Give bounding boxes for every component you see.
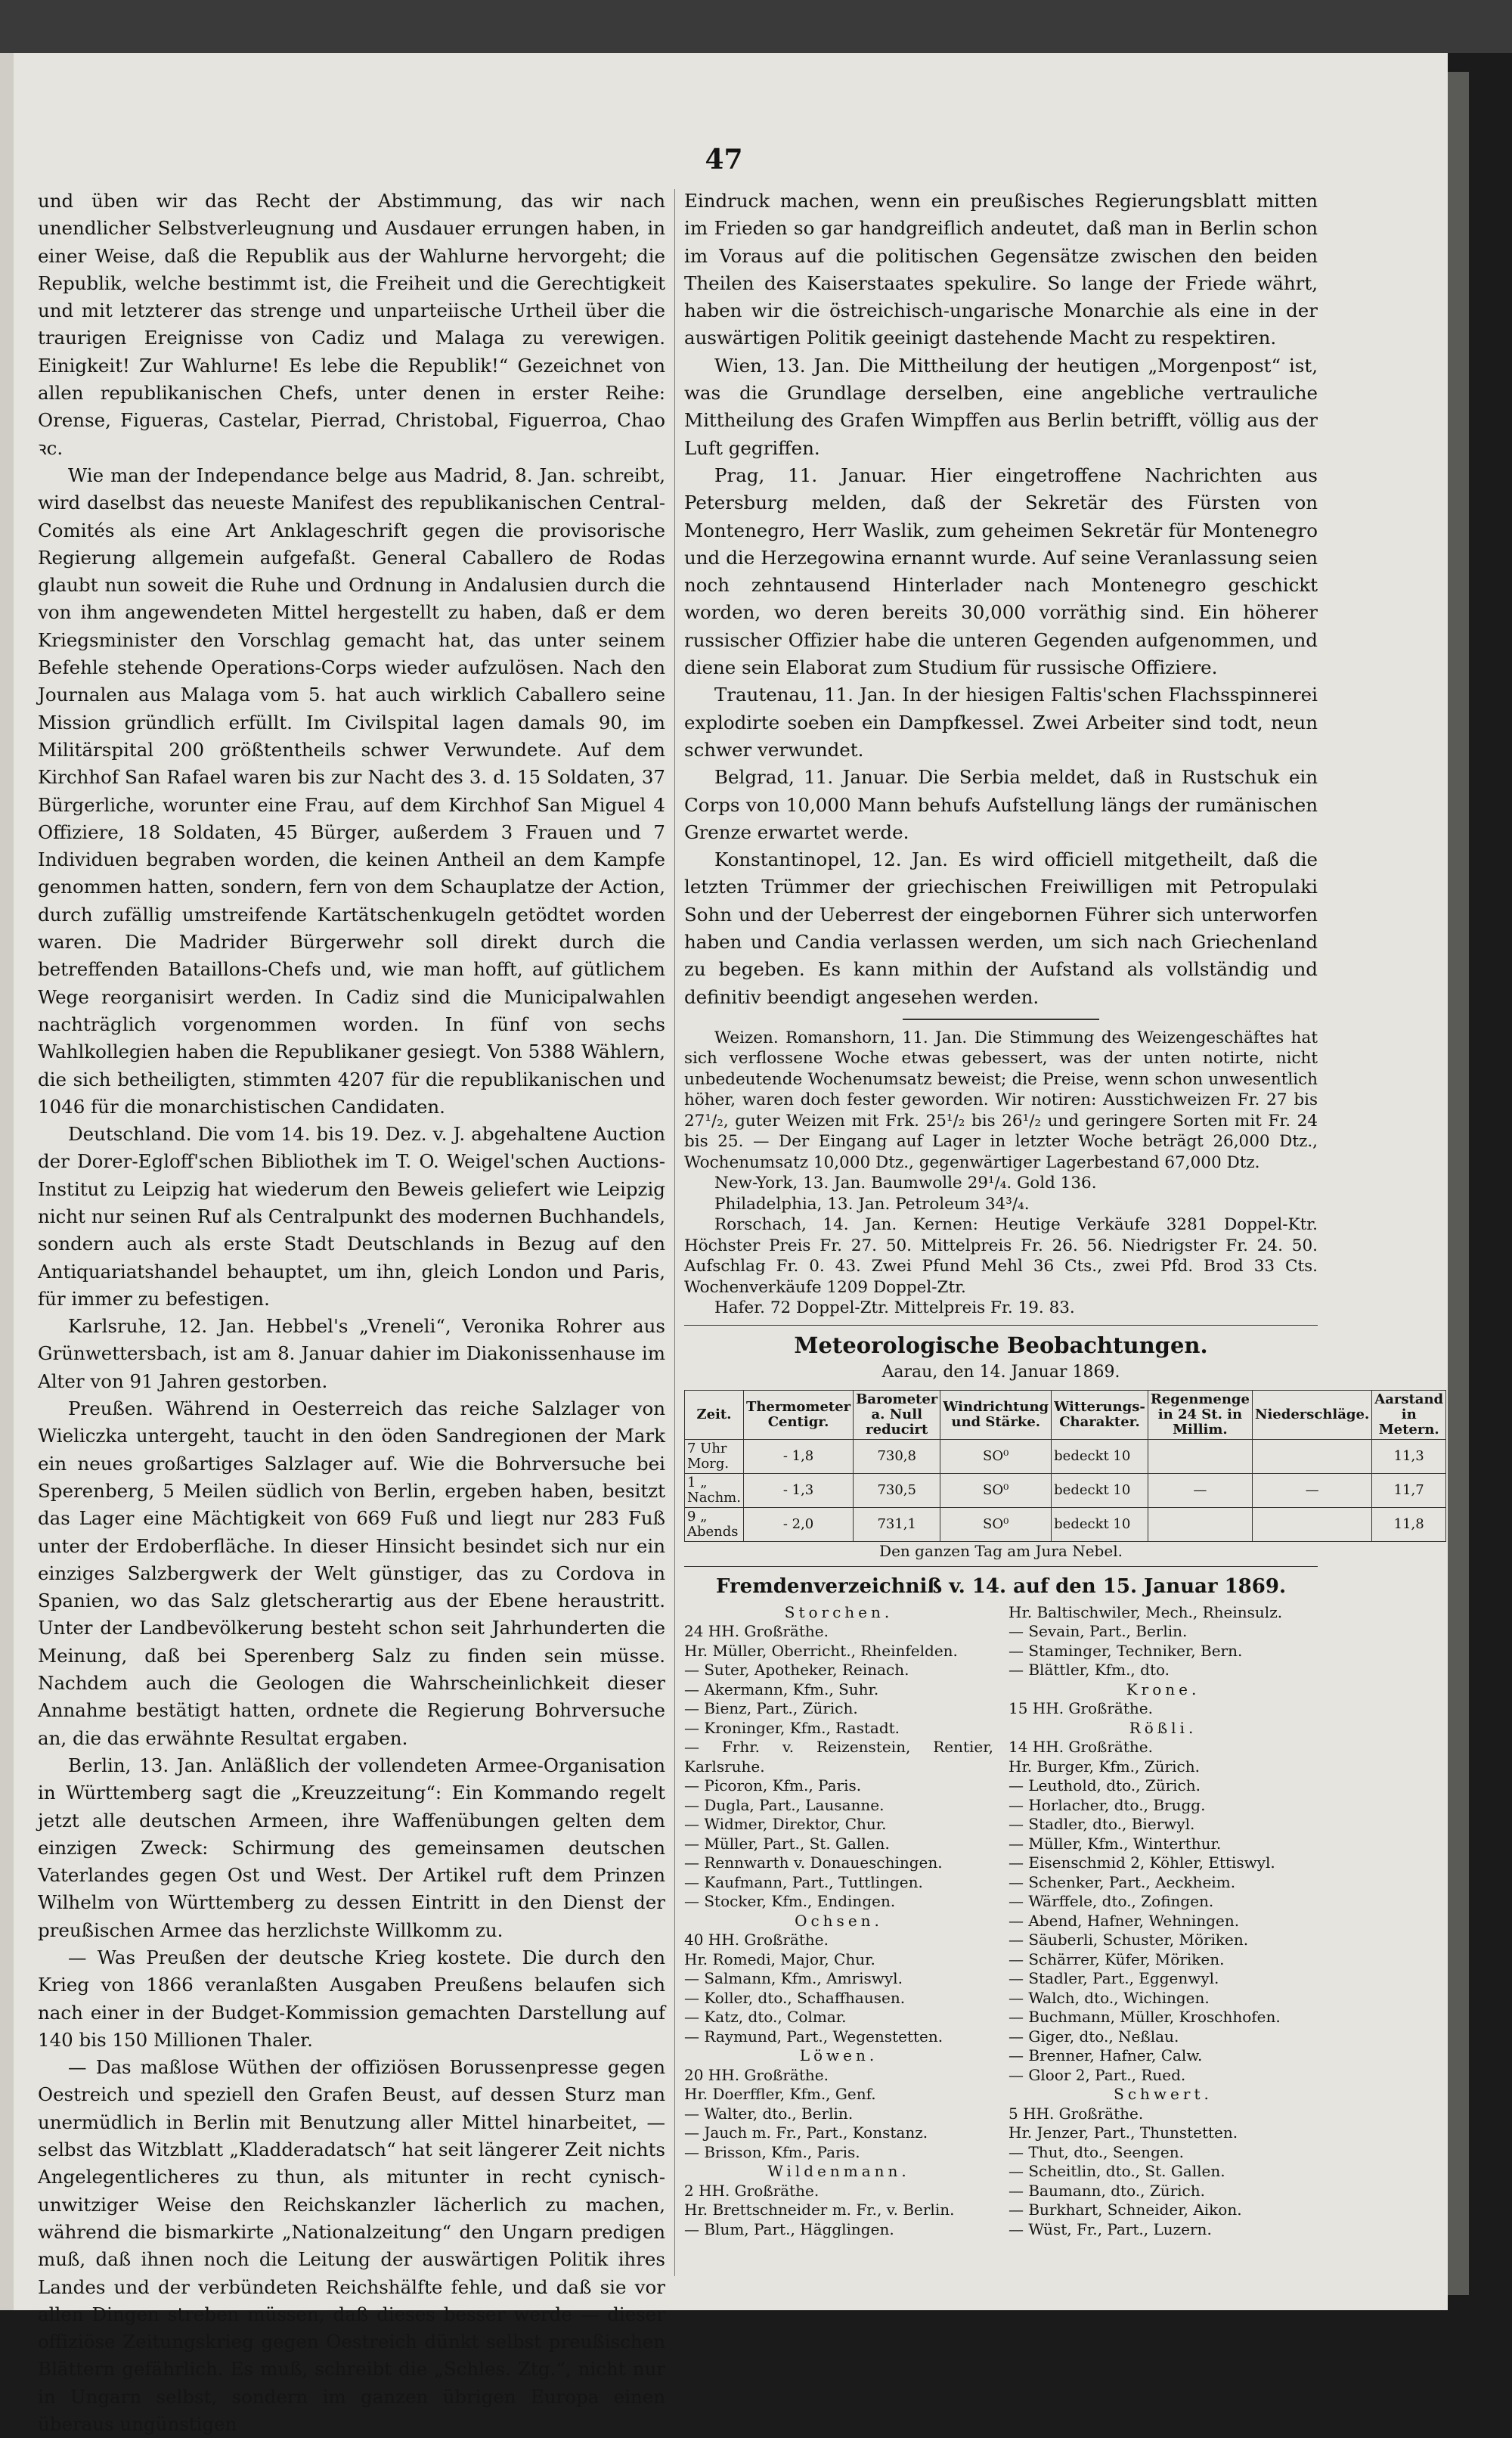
weather-cell: 11,3 [1372,1439,1446,1473]
guest-entry: — Akermann, Kfm., Suhr. [684,1680,879,1698]
weather-cell: 730,8 [854,1439,940,1473]
weather-header: Barometer a. Null reducirt [854,1390,940,1439]
guest-entry: — Walter, dto., Berlin. [684,2104,854,2123]
guest-entry: — Suter, Apotheker, Reinach. [684,1661,909,1680]
weather-cell: bedeckt 10 [1052,1507,1148,1541]
weather-cell: 11,7 [1372,1473,1446,1507]
guest-entry: — Staminger, Techniker, Bern. [1009,1641,1243,1660]
weather-header: Zeit. [685,1390,744,1439]
market-report [684,1028,1318,1319]
left-column [38,188,665,2438]
guest-entry: — Picoron, Kfm., Paris. [684,1776,862,1795]
weather-cell: - 1,3 [743,1473,853,1507]
guest-entry: — Katz, dto., Colmar. [684,2008,847,2027]
guest-entry: 15 HH. Großräthe. [1009,1699,1153,1718]
guest-entry: — Eisenschmid 2, Köhler, Ettiswyl. [1009,1853,1275,1872]
guest-list-column-right [1009,1603,1318,2240]
guest-entry: — Giger, dto., Neßlau. [1009,2027,1179,2046]
weather-cell [1252,1507,1371,1541]
guest-entry: — Schärrer, Küfer, Möriken. [1009,1949,1225,1968]
guest-entry: — Brisson, Kfm., Paris. [684,2142,860,2161]
weather-cell [1148,1439,1252,1473]
weather-cell: 1 „ Nachm. [685,1473,744,1507]
guest-entry: — Leuthold, dto., Zürich. [1009,1776,1201,1795]
hotel-name: Löwen. [799,2046,878,2065]
hotel-name: Wildenmann. [767,2162,910,2181]
article-paragraph: Berlin, 13. Jan. Anläßlich der vollendeten Armee-Organisation in Württemberg sagt die „Kreuzzeitung“: Ein Kommando regelt jetzt alle deutschen Armeen, ihre Waffenübungen gelten dem einzigen Zweck: Schirmung des gemeinsamen deutschen Vaterlandes gegen Ost und West. Der Artikel ruft dem Prinzen Wilhelm von Württemberg zu dessen Eintritt in den Dienst der preußischen Armee das herzlichste Willkomm zu. [38,1754,665,1941]
weather-cell: — [1148,1473,1252,1507]
guest-entry: — Gloor 2, Part., Rued. [1009,2065,1186,2084]
guest-entry: Hr. Doerffler, Kfm., Genf. [684,2085,876,2104]
weather-cell [1252,1439,1371,1473]
table-row [685,1507,1446,1541]
guest-entry: — Säuberli, Schuster, Möriken. [1009,1931,1249,1949]
weather-cell: - 1,8 [743,1439,853,1473]
weather-cell: 7 Uhr Morg. [685,1439,744,1473]
guest-entry: — Burkhart, Schneider, Aikon. [1009,2201,1242,2219]
market-paragraph: New-York, 13. Jan. Baumwolle 29¹/₄. Gold 136. [714,1174,1097,1193]
guest-entry: — Rennwarth v. Donaueschingen. [684,1853,943,1872]
section-divider [903,1019,1099,1020]
guest-entry: — Raymund, Part., Wegenstetten. [684,2027,943,2046]
weather-cell [1148,1507,1252,1541]
page-edge-shadow [1448,72,1469,2295]
guest-entry: — Scheitlin, dto., St. Gallen. [1009,2162,1225,2181]
article-paragraph: Prag, 11. Januar. Hier eingetroffene Nachrichten aus Petersburg melden, daß der Sekretär des Fürsten von Montenegro, Herr Waslik, zum geheimen Sekretär für Montenegro und die Herzegowina ernannt wurde. Auf seine Veranlassung seien noch zehntausend Hinterlader nach Montenegro geschickt worden, wo deren bereits 30,000 vorräthig sind. Ein höherer russischer Offizier habe die unteren Gegenden aufgenommen, und diene sein Elaborat zum Studium für russische Offiziere. [684,464,1318,679]
guest-list-title: Fremdenverzeichniß v. 14. auf den 15. Januar 1869. [715,1574,1287,1598]
weather-cell: — [1252,1473,1371,1507]
guest-entry: 20 HH. Großräthe. [684,2065,829,2084]
guest-entry: — Dugla, Part., Lausanne. [684,1795,885,1814]
article-paragraph: Deutschland. Die vom 14. bis 19. Dez. v. J. abgehaltene Auction der Dorer-Egloff'schen Bibliothek im T. O. Weigel'schen Auctions-Institut zu Leipzig hat wiederum den Beweis geliefert wie Leipzig nicht nur seinen Ruf als Centralpunkt des modernen Buchhandels, sondern auch als erste Stadt Deutschlands in Bezug auf den Antiquariatshandel behauptet, um ihn, gleich London und Paris, für immer zu befestigen. [38,1123,665,1310]
article-paragraph: — Was Preußen der deutsche Krieg kostete. Die durch den Krieg von 1866 veranlaßten Ausgaben Preußens belaufen sich nach einer in der Budget-Kommission gemachten Darstellung auf 140 bis 150 Millionen Thaler. [38,1946,665,2051]
newspaper-page [0,53,1448,2436]
article-paragraph: Eindruck machen, wenn ein preußisches Regierungsblatt mitten im Frieden so gar handgreiflich andeutet, daß man in Berlin schon im Voraus auf die politischen Gegensätze zwischen den beiden Theilen des Kaiserstaates spekulire. So lange der Friede währt, haben wir die östreichisch-ungarische Monarchie als eine in der auswärtigen Politik geeinigt dastehende Macht zu respektiren. [684,190,1318,349]
guest-entry: — Thut, dto., Seengen. [1009,2142,1184,2161]
weather-header: Regenmenge in 24 St. in Millim. [1148,1390,1252,1439]
article-paragraph: Belgrad, 11. Januar. Die Serbia meldet, daß in Rustschuk ein Corps von 10,000 Mann behufs Aufstellung längs der rumänischen Grenze erwartet werde. [684,766,1318,843]
guest-entry: 2 HH. Großräthe. [684,2181,820,2200]
weather-cell: 9 „ Abends [685,1507,744,1541]
table-row [685,1439,1446,1473]
guest-entry: Hr. Burger, Kfm., Zürich. [1009,1757,1200,1776]
weather-header: Aarstand in Metern. [1372,1390,1446,1439]
table-row [685,1473,1446,1507]
guest-entry: — Sevain, Part., Berlin. [1009,1622,1188,1641]
guest-entry: — Blättler, Kfm., dto. [1009,1661,1170,1680]
weather-cell: - 2,0 [743,1507,853,1541]
right-column [684,188,1444,2239]
guest-entry: — Baumann, dto., Zürich. [1009,2181,1205,2200]
weather-cell: 731,1 [854,1507,940,1541]
hotel-name: Schwert. [1114,2085,1213,2104]
weather-header: Witterungs-Charakter. [1052,1390,1148,1439]
market-paragraph: Hafer. 72 Doppel-Ztr. Mittelpreis Fr. 19. 83. [714,1298,1075,1318]
guest-entry: — Wüst, Fr., Part., Luzern. [1009,2219,1212,2238]
guest-entry: — Frhr. v. Reizenstein, Rentier, Karlsruhe. [684,1738,993,1776]
hotel-name: Storchen. [784,1602,894,1621]
article-paragraph: Preußen. Während in Oesterreich das reiche Salzlager von Wieliczka untergeht, taucht in den öden Sandregionen der Mark ein neues großartiges Salzlager auf. Wie die Bohrversuche bei Sperenberg, 5 Meilen südlich von Berlin, ergeben haben, besitzt das Lager eine Mächtigkeit von 669 Fuß und liegt nur 283 Fuß unter der Erdoberfläche. In dieser Hinsicht besindet sich nur ein einziges Salzbergwerk der Welt günstiger, das zu Cordova in Spanien, wo das Salz gletscherartig aus der Ebene heraustritt. Unter der Landbevölkerung besteht schon seit Jahrhunderten die Meinung, daß bei Sperenberg Salz zu finden sein müsse. Nachdem auch die Geologen die Wahrscheinlichkeit dieser Annahme bestätigt hatten, ordnete die Regierung Bohrversuche an, die das erwähnte Resultat ergaben. [38,1397,665,1749]
guest-entry: — Stocker, Kfm., Endingen. [684,1892,896,1911]
article-paragraph: und üben wir das Recht der Abstimmung, das wir nach unendlicher Selbstverleugnung und Ausdauer errungen haben, in einer Weise, daß die Republik aus der Wahlurne hervorgeht; die Republik, welche bestimmt ist, die Freiheit und die Gerechtigkeit und mit letzterer das strenge und unparteiische Urtheil über die traurigen Ereignisse von Cadiz und Malaga zu verewigen. Einigkeit! Zur Wahlurne! Es lebe die Republik!“ Gezeichnet von allen republikanischen Chefs, unter denen in erster Reihe: Orense, Figueras, Castelar, Pierrad, Christobal, Figuerroa, Chao ꝛc. [38,190,665,459]
guest-entry: — Brenner, Hafner, Calw. [1009,2046,1203,2065]
article-paragraph: Wie man der Independance belge aus Madrid, 8. Jan. schreibt, wird daselbst das neueste Manifest des republikanischen Central-Comités als eine Art Anklageschrift gegen die provisorische Regierung allgemein aufgefaßt. General Caballero de Rodas glaubt nun soweit die Ruhe und Ordnung in Andalusien durch die von ihm angewendeten Mittel hergestellt zu haben, daß er dem Kriegsminister den Vorschlag gemacht hat, das unter seinem Befehle stehende Operations-Corps wieder aufzulösen. Nach den Journalen aus Malaga vom 5. hat auch wirklich Caballero seine Mission gründlich erfüllt. Im Civilspital lagen damals 90, im Militärspital 200 größtentheils schwer Verwundete. Auf dem Kirchhof San Rafael waren bis zur Nacht des 3. d. 15 Soldaten, 37 Bürgerliche, worunter eine Frau, auf dem Kirchhof San Miguel 4 Offiziere, 18 Soldaten, 45 Bürger, außerdem 3 Frauen und 7 Individuen begraben worden, die keinen Antheil an dem Kampfe genommen hatten, sondern, fern von dem Schauplatze der Action, durch zufällig umstreifende Kartätschenkugeln getödtet worden waren. Die Madrider Bürgerwehr soll direkt durch die betreffenden Bataillons-Chefs und, wie man hofft, auf gütlichem Wege reorganisirt werden. In Cadiz sind die Municipalwahlen nachträglich vorgenommen worden. In fünf von sechs Wahlkollegien haben die Republikaner gesiegt. Von 5388 Wählern, die sich betheiligten, stimmten 4207 für die republikanischen und 1046 für die monarchistischen Candidaten. [38,464,665,1118]
column-divider [674,189,675,2276]
market-paragraph: Weizen. Romanshorn, 11. Jan. Die Stimmung des Weizengeschäftes hat sich verflossene Woche etwas gebessert, was der unten notirte, nicht unbedeutende Wochenumsatz beweist; die Preise, wenn schon unwesentlich höher, waren doch fester geworden. Wir notiren: Ausstichweizen Fr. 27 bis 27¹/₂, guter Weizen mit Frk. 25¹/₂ bis 26¹/₂ und geringere Sorten mit Fr. 24 bis 25. — Der Eingang auf Lager in letzter Woche beträgt 26,000 Dtz., Wochenumsatz 10,000 Dtz., gegenwärtiger Lagerbestand 67,000 Dtz. [684,1028,1318,1172]
weather-table [684,1390,1446,1542]
guest-entry: — Bienz, Part., Zürich. [684,1699,858,1718]
guest-entry: Hr. Romedi, Major, Chur. [684,1949,875,1968]
weather-note: Den ganzen Tag am Jura Nebel. [879,1541,1123,1560]
guest-entry: — Horlacher, dto., Brugg. [1009,1795,1206,1814]
weather-cell: bedeckt 10 [1052,1473,1148,1507]
article-paragraph: Trautenau, 11. Jan. In der hiesigen Faltis'schen Flachsspinnerei explodirte soeben ein Dampfkessel. Zwei Arbeiter sind todt, neun schwer verwundet. [684,684,1318,761]
weather-header: Thermometer Centigr. [743,1390,853,1439]
guest-entry: — Stadler, dto., Bierwyl. [1009,1815,1195,1834]
guest-list [684,1603,1318,2240]
guest-entry: — Schenker, Part., Aeckheim. [1009,1872,1236,1891]
article-paragraph: Wien, 13. Jan. Die Mittheilung der heutigen „Morgenpost“ ist, was die Grundlage derselben, eine angebliche vertrauliche Mittheilung des Grafen Wimpffen aus Berlin betrifft, völlig aus der Luft gegriffen. [684,354,1318,459]
guest-entry: — Müller, Kfm., Winterthur. [1009,1834,1222,1853]
article-paragraph: Karlsruhe, 12. Jan. Hebbel's „Vreneli“, Veronika Rohrer aus Grünwettersbach, ist am 8. Januar dahier im Diakonissenhause im Alter von 91 Jahren gestorben. [38,1315,665,1392]
guest-entry: — Wärffele, dto., Zofingen. [1009,1892,1214,1911]
guest-entry: Hr. Baltischwiler, Mech., Rheinsulz. [1009,1602,1283,1621]
guest-entry: — Stadler, Part., Eggenwyl. [1009,1969,1219,1988]
guest-entry: — Salmann, Kfm., Amriswyl. [684,1969,903,1988]
weather-cell: SO⁰ [940,1473,1052,1507]
guest-entry: — Blum, Part., Hägglingen. [684,2219,894,2238]
guest-entry: Hr. Jenzer, Part., Thunstetten. [1009,2123,1238,2142]
guest-entry: — Walch, dto., Wichingen. [1009,1988,1210,2007]
weather-title: Meteorologische Beobachtungen. [794,1332,1208,1358]
hotel-name: Rößli. [1129,1718,1198,1737]
guest-entry: 40 HH. Großräthe. [684,1931,829,1949]
weather-cell: 730,5 [854,1473,940,1507]
hotel-name: Krone. [1126,1680,1201,1698]
section-divider [684,1566,1318,1567]
guest-list-column-left [684,1603,993,2240]
weather-header: Windrichtung und Stärke. [940,1390,1052,1439]
guest-entry: 5 HH. Großräthe. [1009,2104,1144,2123]
scanner-background [0,0,1512,53]
guest-entry: — Kaufmann, Part., Tuttlingen. [684,1872,923,1891]
weather-cell: SO⁰ [940,1507,1052,1541]
article-paragraph: — Das maßlose Wüthen der offiziösen Borussenpresse gegen Oestreich und speziell den Grafen Beust, auf dessen Sturz man unermüdlich in Berlin mit Benutzung aller Mittel hinarbeitet, — selbst das Witzblatt „Kladderadatsch“ hat seit längerer Zeit nichts Angelegentlicheres zu thun, als mitunter in recht cynisch-unwitziger Weise den Reichskanzler lächerlich zu machen, während die bismarkirte „Nationalzeitung“ den Ungarn predigen muß, daß ihnen noch die Leitung der auswärtigen Politik ihres Landes und der verbündeten Reichshälfte fehle, und daß sie vor allen Dingen streben müssen, daß dieses besser werde — dieser offiziöse Zeitungskrieg gegen Oestreich dünkt selbst preußischen Blättern gefährlich. Es muß, schreibt die „Schles. Ztg.“, nicht nur in Ungarn selbst, sondern im ganzen übrigen Europa einen überaus ungünstigen [38,2056,665,2436]
weather-cell: SO⁰ [940,1439,1052,1473]
section-divider [684,1325,1318,1326]
guest-entry: Hr. Müller, Oberricht., Rheinfelden. [684,1641,958,1660]
guest-entry: — Widmer, Direktor, Chur. [684,1815,887,1834]
page-number: 47 [705,144,743,175]
guest-entry: — Abend, Hafner, Wehningen. [1009,1911,1240,1930]
guest-entry: — Jauch m. Fr., Part., Konstanz. [684,2123,928,2142]
guest-entry: 24 HH. Großräthe. [684,1622,829,1641]
guest-entry: — Koller, dto., Schaffhausen. [684,1988,906,2007]
article-paragraph: Konstantinopel, 12. Jan. Es wird officiell mitgetheilt, daß die letzten Trümmer der griechischen Freiwilligen mit Petropulaki Sohn und der Ueberrest der eingebornen Führer sich unterworfen haben und Candia verlassen werden, um sich nach Griechenland zu begeben. Es kann mithin der Aufstand als vollständig und definitiv beendigt angesehen werden. [684,848,1318,1008]
guest-entry: — Buchmann, Müller, Kroschhofen. [1009,2008,1281,2027]
guest-entry: — Kroninger, Kfm., Rastadt. [684,1718,900,1737]
weather-header: Niederschläge. [1252,1390,1371,1439]
market-paragraph: Rorschach, 14. Jan. Kernen: Heutige Verkäufe 3281 Doppel-Ktr. Höchster Preis Fr. 27. 50. Mittelpreis Fr. 26. 56. Niedrigster Fr. 24. 50. Aufschlag Fr. 0. 43. Zwei Pfund Mehl 36 Cts., zwei Pfd. Brod 33 Cts. Wochenverkäufe 1209 Doppel-Ztr. [684,1215,1318,1297]
guest-entry: Hr. Brettschneider m. Fr., v. Berlin. [684,2201,955,2219]
hotel-name: Ochsen. [795,1911,883,1930]
market-paragraph: Philadelphia, 13. Jan. Petroleum 34³/₄. [714,1194,1030,1214]
guest-entry: — Müller, Part., St. Gallen. [684,1834,890,1853]
guest-entry: 14 HH. Großräthe. [1009,1738,1153,1757]
weather-cell: 11,8 [1372,1507,1446,1541]
weather-subtitle: Aarau, den 14. Januar 1869. [881,1363,1120,1382]
weather-cell: bedeckt 10 [1052,1439,1148,1473]
